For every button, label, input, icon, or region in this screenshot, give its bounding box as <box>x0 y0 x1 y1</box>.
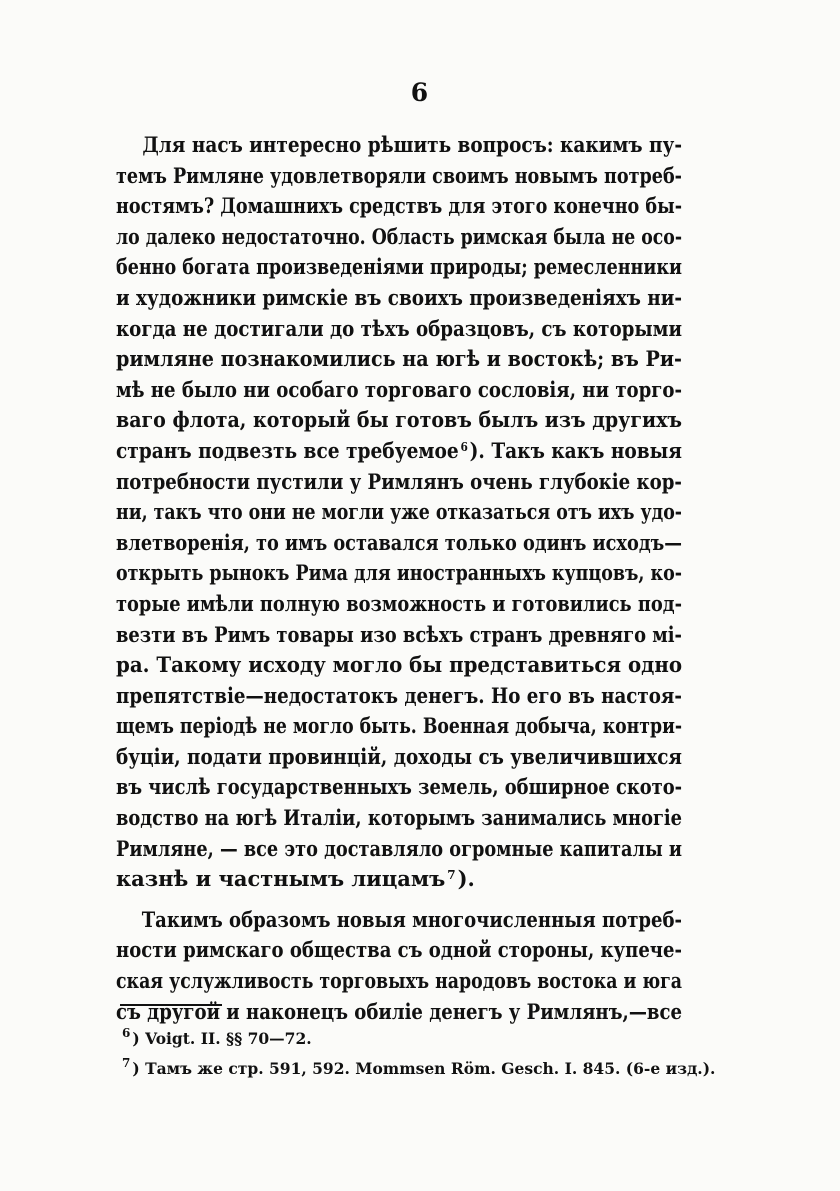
footnote-ref: 7 <box>447 868 456 883</box>
footnote <box>120 1024 686 1054</box>
text-segment: ). <box>457 866 475 892</box>
text-line: Римляне, — все это доставляло огромные капиталы и <box>116 835 683 861</box>
text-line: ни, такъ что они не могли уже отказаться отъ ихъ удо- <box>116 499 682 525</box>
footnote-mark: 6 <box>122 1026 131 1040</box>
text-line: ская услужливость торговыхъ народовъ востока и юга <box>116 968 682 994</box>
text-line: торые имѣли полную возможность и готовились под- <box>116 590 682 616</box>
page-number: 6 <box>410 78 430 107</box>
text-line: когда не достигали до тѣхъ образцовъ, съ которыми <box>116 315 683 341</box>
text-segment: ). Такъ какъ новыя <box>469 437 683 463</box>
text-segment: казнѣ и частнымъ лицамъ <box>116 866 446 892</box>
main-text <box>116 130 682 1027</box>
footnote-text: ) Voigt. II. §§ 70—72. <box>132 1029 312 1048</box>
text-line: буціи, подати провинцій, доходы съ увеличившихся <box>116 743 682 769</box>
text-line: мѣ не было ни особаго торговаго сословія, ни торго- <box>116 376 683 402</box>
text-line: и художники римскіе въ своихъ произведеніяхъ ни- <box>116 284 682 310</box>
text-line: ра. Такому исходу могло бы представиться одно <box>116 652 683 678</box>
text-line: препятствіе—недостатокъ денегъ. Но его въ настоя- <box>116 682 682 708</box>
text-line: щемъ періодѣ не могло быть. Военная добыча, контри- <box>116 713 683 739</box>
text-line: ности римскаго общества съ одной стороны, купече- <box>116 937 683 963</box>
text-line: Такимъ образомъ новыя многочисленныя потреб- <box>141 906 682 932</box>
text-line <box>116 864 682 895</box>
text-line: темъ Римляне удовлетворяли своимъ новымъ потреб- <box>116 162 682 188</box>
text-line: съ другой и наконецъ обиліе денегъ у Римлянъ,—все <box>116 998 682 1024</box>
paragraph-gap <box>116 895 682 905</box>
text-line: въ числѣ государственныхъ земель, обширное ското- <box>116 774 683 800</box>
text-line: потребности пустили у Римлянъ очень глубокіе кор- <box>116 468 682 494</box>
text-line: водство на югѣ Италіи, которымъ занимались многіе <box>116 805 683 831</box>
text-line: Для насъ интересно рѣшить вопросъ: какимъ пу- <box>142 132 682 157</box>
text-line: ностямъ? Домашнихъ средствъ для этого конечно бы- <box>116 193 683 219</box>
text-line: влетворенія, то имъ оставался только одинъ исходъ— <box>116 529 682 555</box>
text-line: везти въ Римъ товары изо всѣхъ странъ древняго мі- <box>116 621 682 647</box>
footnote-mark: 7 <box>122 1056 131 1070</box>
text-line: римляне познакомились на югѣ и востокѣ; въ Ри- <box>116 346 683 372</box>
footnote-ref: 6 <box>460 439 468 454</box>
text-line: ло далеко недостаточно. Область римская была не осо- <box>116 223 682 249</box>
footnote <box>120 1054 716 1084</box>
text-line: ваго флота, который бы готовъ былъ изъ другихъ <box>116 407 683 433</box>
text-line: открыть рынокъ Рима для иностранныхъ купцовъ, ко- <box>116 560 682 586</box>
text-line <box>116 436 682 467</box>
footnote-text: ) Тамъ же стр. 591, 592. Mommsen Röm. Gesch. I. 845. (6-е изд.). <box>132 1059 716 1078</box>
footnote-separator <box>120 1004 222 1006</box>
footnotes <box>120 1024 716 1084</box>
text-segment: странъ подвезть все требуемое <box>116 437 459 463</box>
text-line: бенно богата произведеніями природы; ремесленники <box>116 254 683 280</box>
